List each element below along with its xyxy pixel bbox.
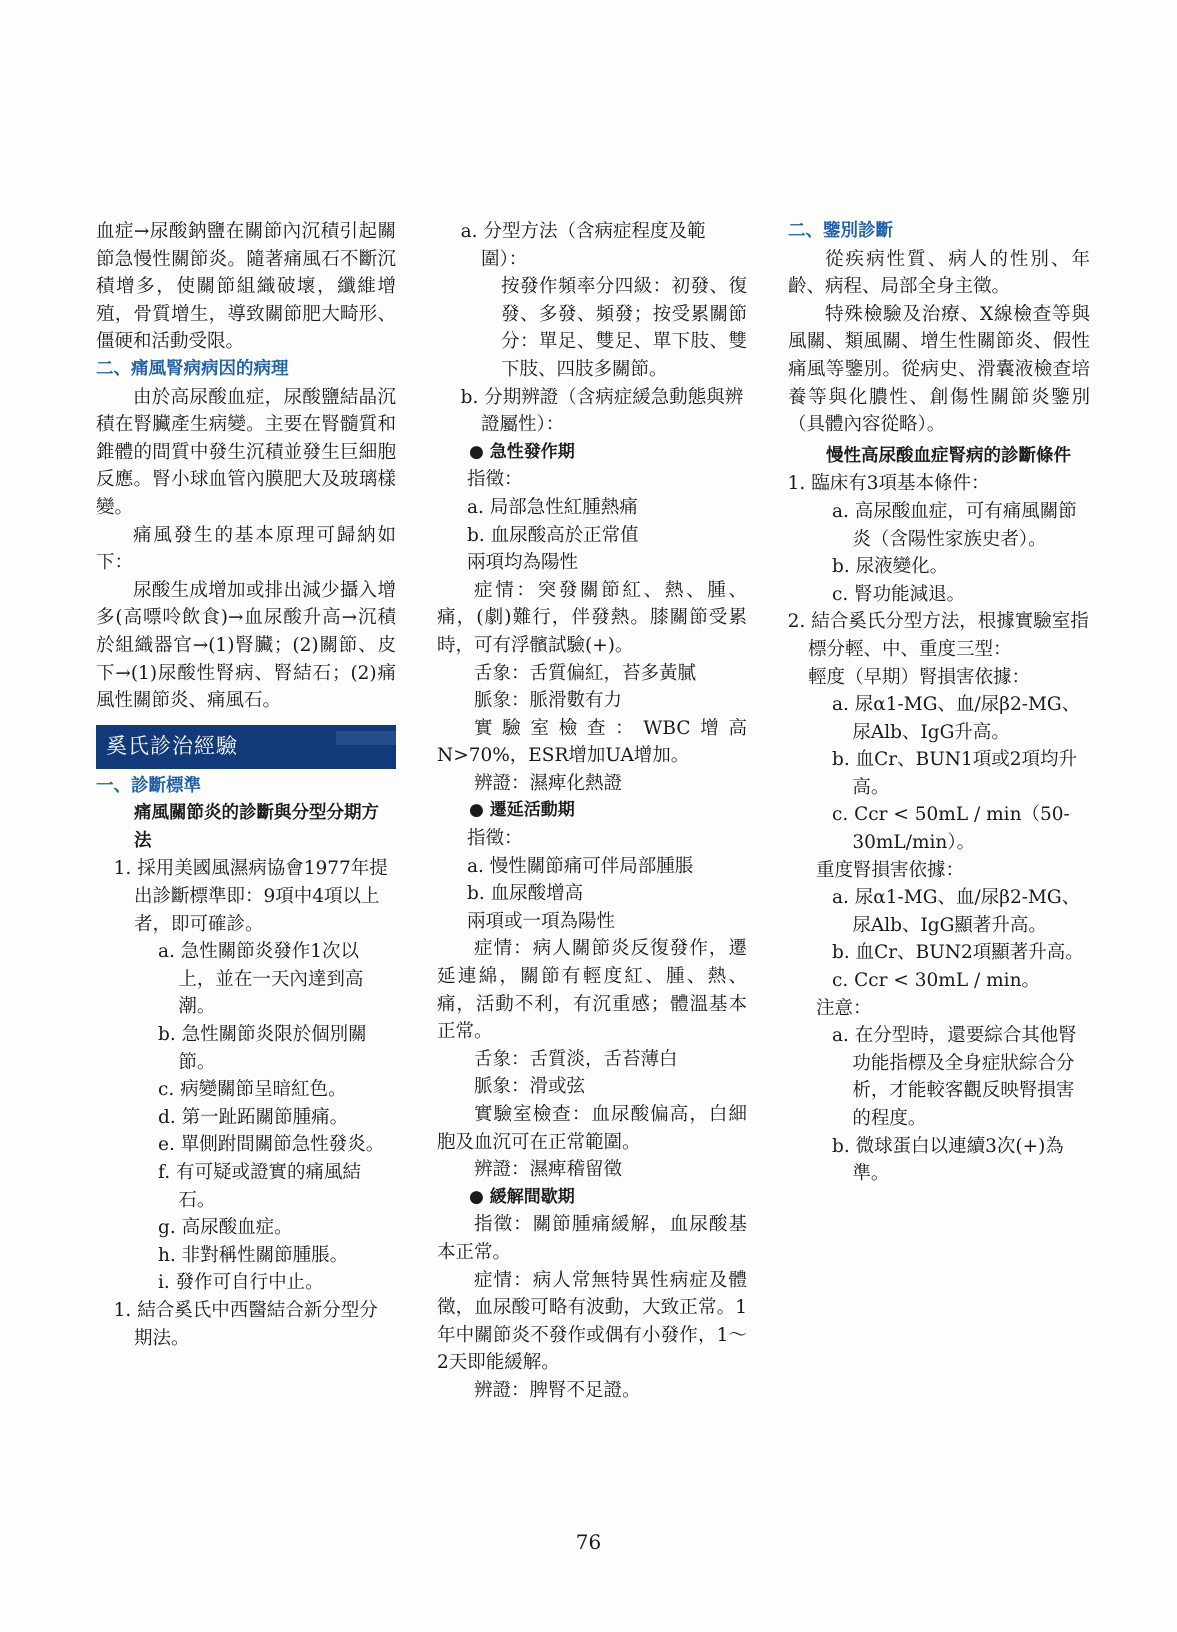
list-item: b. 血Cr、BUN1項或2項均升高。 <box>832 749 1078 798</box>
paragraph: 舌象：舌質淡，舌苔薄白 <box>474 1048 678 1070</box>
paragraph: 舌象：舌質偏紅，苔多黃膩 <box>474 662 697 684</box>
list-item: b. 微球蛋白以連續3次(+)為準。 <box>832 1135 1064 1185</box>
paragraph: 由於高尿酸血症，尿酸鹽結晶沉積在腎臟產生病變。主要在腎髓質和錐體的間質中發生沉積並發生巨細胞反應。腎小球血管內膜肥大及玻璃樣變。 <box>96 386 396 518</box>
list-item: a. 在分型時，還要綜合其他腎功能指標及全身症狀綜合分析，才能較客觀反映腎損害的程度。 <box>832 1025 1077 1129</box>
paragraph: 辨證：脾腎不足證。 <box>474 1379 641 1401</box>
list-item: h. 非對稱性關節腫脹。 <box>158 1244 349 1266</box>
list-item: a. 尿α1-MG、血/尿β2-MG、尿Alb、IgG升高。 <box>832 694 1081 743</box>
list-item: e. 單側跗間關節急性發炎。 <box>158 1134 385 1156</box>
list-item: c. 腎功能減退。 <box>832 583 966 605</box>
list-item: b. 分期辨證（含病症緩急動態與辨證屬性）： <box>460 386 744 436</box>
paragraph: 從疾病性質、病人的性別、年齡、病程、局部全身主徵。 <box>788 248 1090 298</box>
paragraph: 痛風發生的基本原理可歸納如下： <box>96 524 396 574</box>
list-item: 1. 採用美國風濕病協會1977年提出診斷標準即：9項中4項以上者，即可確診。 <box>113 858 388 935</box>
list-item: a. 分型方法（含病症程度及範圍）： <box>460 221 706 270</box>
label: 注意： <box>816 997 872 1019</box>
subheading: 痛風關節炎的診斷與分型分期方法 <box>134 803 379 851</box>
list-item: 兩項或一項為陽性 <box>467 910 616 932</box>
list-item: b. 血尿酸高於正常值 <box>467 524 639 546</box>
paragraph: 指徵：關節腫痛緩解，血尿酸基本正常。 <box>437 1214 747 1263</box>
list-item: 兩項均為陽性 <box>467 552 579 574</box>
column-right <box>788 218 1090 1188</box>
column-middle <box>437 218 747 1405</box>
label: 指徵： <box>467 469 523 491</box>
stage-block <box>437 825 747 935</box>
paragraph: 尿酸生成增加或排出減少攝入增多(高嘌呤飲食)→血尿酸升高→沉積於組織器官→(1)腎臟；(2)關節、皮下→(1)尿酸性腎病、腎結石；(2)痛風性關節炎、痛風石。 <box>96 579 396 712</box>
list-item: c. Ccr < 30mL / min。 <box>832 970 1040 992</box>
list-item: d. 第一趾跖關節腫痛。 <box>158 1106 349 1128</box>
label: 指徵： <box>467 828 523 850</box>
list-item: b. 尿液變化。 <box>832 556 949 578</box>
list-item: b. 血尿酸增高 <box>467 883 584 905</box>
section-heading-pathology: 二、痛風腎病病因的病理 <box>96 358 289 379</box>
list-item: a. 尿α1-MG、血/尿β2-MG、尿Alb、IgG顯著升高。 <box>832 887 1081 936</box>
list-item: a. 慢性關節痛可伴局部腫脹 <box>467 855 694 877</box>
paragraph: 辨證：濕痺化熱證 <box>474 772 623 794</box>
column-left <box>96 218 396 1352</box>
paragraph: 脈象：滑或弦 <box>474 1076 586 1098</box>
note-list <box>788 1022 1090 1188</box>
list-item: c. 病變關節呈暗紅色。 <box>158 1079 347 1101</box>
paragraph: 特殊檢驗及治療、X線檢查等與風關、類風關、增生性關節炎、假性痛風等鑒別。從病史、滑囊液檢查培養等與化膿性、創傷性關節炎鑒別（具體內容從略）。 <box>788 303 1090 436</box>
list-item: i. 發作可自行中止。 <box>158 1272 324 1294</box>
list-item: b. 血Cr、BUN2項顯著升高。 <box>832 942 1084 964</box>
stage-heading: ● 急性發作期 <box>469 441 575 462</box>
list-item: a. 局部急性紅腫熱痛 <box>467 496 638 518</box>
section-heading-differential: 二、鑒別診斷 <box>788 221 893 241</box>
label: 輕度（早期）腎損害依據： <box>808 666 1031 688</box>
criteria-list <box>96 938 396 1297</box>
stage-heading: ● 遷延活動期 <box>469 800 575 821</box>
list-item: a. 高尿酸血症，可有痛風關節炎（含陽性家族史者）。 <box>832 500 1077 550</box>
paragraph: 症情：病人關節炎反復發作，遷延連綿，關節有輕度紅、腫、熱、痛，活動不利，有沉重感；體溫基本正常。 <box>437 938 747 1043</box>
page-number: 76 <box>575 1530 602 1554</box>
list-item: g. 高尿酸血症。 <box>158 1217 293 1239</box>
list-item: 1. 結合奚氏中西醫結合新分型分期法。 <box>113 1299 378 1349</box>
subheading: 慢性高尿酸血症腎病的診斷條件 <box>826 445 1071 466</box>
paragraph: 按發作頻率分四級：初發、復發、多發、頻發；按受累關節分：單足、雙足、單下肢、雙下肢、四肢多關節。 <box>501 276 747 380</box>
section-heading-diagnosis: 一、診斷標準 <box>96 775 201 796</box>
section-banner: 奚氏診治經驗 <box>96 725 396 769</box>
mild-list <box>788 691 1090 857</box>
paragraph: 症情：突發關節紅、熱、腫、痛，(劇)難行，伴發熱。膝關節受累時，可有浮髕試驗(+)。 <box>437 579 747 656</box>
paragraph: 辨證：濕痺稽留徵 <box>474 1159 623 1181</box>
label: 重度腎損害依據： <box>816 859 965 881</box>
list-item: a. 急性關節炎發作1次以上，並在一天內達到高潮。 <box>158 941 364 1018</box>
intro-paragraph: 血症→尿酸鈉鹽在關節內沉積引起關節急慢性關節炎。隨著痛風石不斷沉積增多，使關節組織破壞，纖維增殖，骨質增生，導致關節肥大畸形、僵硬和活動受限。 <box>96 221 396 353</box>
condition-list <box>788 498 1090 608</box>
list-item: 2. 結合奚氏分型方法，根據實驗室指標分輕、中、重度三型： <box>787 611 1089 660</box>
paragraph: 脈象：脈滑數有力 <box>474 690 623 712</box>
paragraph: 症情：病人常無特異性病症及體徵，血尿酸可略有波動，大致正常。1年中關節炎不發作或偶有小發作，1～2天即能緩解。 <box>437 1269 747 1374</box>
stage-block <box>437 466 747 576</box>
stage-heading: ● 緩解間歇期 <box>469 1186 575 1207</box>
paragraph: 實驗室檢查：WBC增高N>70%，ESR增加UA增加。 <box>437 717 747 767</box>
list-item: c. Ccr < 50mL / min（50-30mL/min）。 <box>832 804 1070 854</box>
list-item: 1. 臨床有3項基本條件： <box>787 473 990 495</box>
list-item: f. 有可疑或證實的痛風結石。 <box>158 1162 361 1211</box>
paragraph: 實驗室檢查：血尿酸偏高，白細胞及血沉可在正常範圍。 <box>437 1104 747 1153</box>
list-item: b. 急性關節炎限於個別關節。 <box>158 1024 367 1073</box>
severe-list <box>788 884 1090 994</box>
